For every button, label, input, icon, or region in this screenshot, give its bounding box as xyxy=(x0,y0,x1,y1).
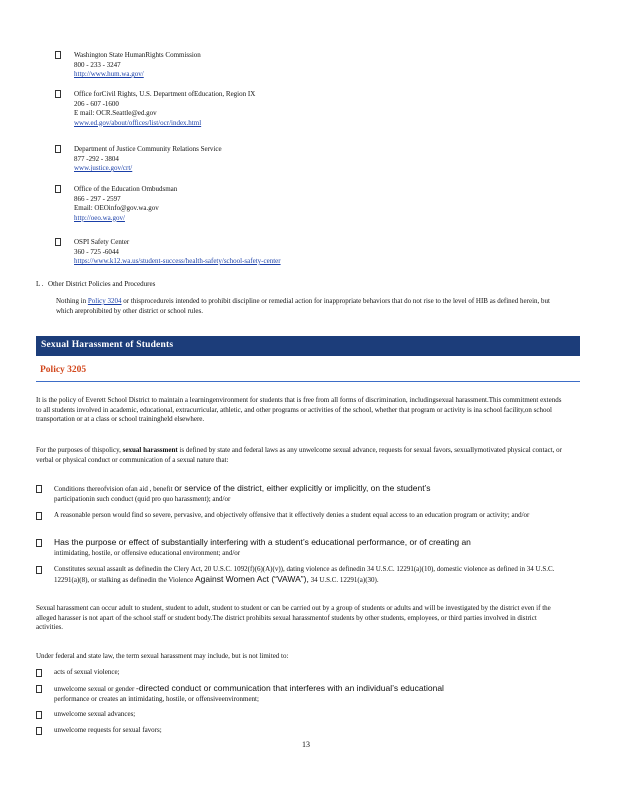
heading-rule xyxy=(36,381,580,382)
agency-link[interactable]: https://www.k12.wa.us/student-success/health-safety/school-safety-center xyxy=(74,257,281,265)
agency-name: Office of the Education Ombudsman xyxy=(74,185,178,193)
bullet-box-icon xyxy=(55,185,61,193)
bullet-box-icon xyxy=(36,512,42,520)
agency-link[interactable]: www.justice.gov/crt/ xyxy=(74,164,133,172)
agency-email: Email: OEOinfo@gov.wa.gov xyxy=(74,204,159,212)
para-text: Nothing in xyxy=(56,297,87,305)
page-number: 13 xyxy=(302,740,310,749)
section-banner xyxy=(36,336,580,356)
agency-phone: 360 - 725 -6044 xyxy=(74,247,119,256)
agency-name: Washington State HumanRights Commission xyxy=(74,51,201,59)
bullet-box-icon xyxy=(55,238,61,246)
bullet-box-icon xyxy=(36,566,42,574)
policy-paragraph: It is the policy of Everett School District to maintain a learningenvironment for students that is free from all forms of discrimination, includingsexual harassment.This commitment extends to all students involved in academic, educational, extracurricular, athletic, and other programs or activities of the school, whether that program or activity is ina school facility,on school transportation or at a class or school trainingheld elsewhere. xyxy=(36,396,562,423)
bullet-box-icon xyxy=(36,539,42,547)
agency-name: Office forCivil Rights, U.S. Department ofEducation, Region IX xyxy=(74,90,256,98)
bullet-box-icon xyxy=(36,711,42,719)
definition-paragraph: For the purposes of thispolicy, sexual harassment is defined by state and federal laws as any unwelcome sexual advance, requests for sexual favors, sexuallymotivated physical contact, or verbal or physical conduct or communication of a sexual nature that: xyxy=(36,446,562,464)
para-text: or thisprocedureis intended to prohibit discipline or remedial action for inappropriate behaviors that do not rise to the level of HIB as defined herein, but which areprohibited by other district or school rules. xyxy=(56,297,550,315)
banner-title: Sexual Harassment of Students xyxy=(41,340,174,350)
section-marker: L . xyxy=(36,280,44,288)
bullet-box-icon xyxy=(36,485,42,493)
agency-phone: 877 -292 - 3804 xyxy=(74,154,119,163)
bullet-box-icon xyxy=(55,51,61,59)
scope-paragraph: Sexual harassment can occur adult to student, student to adult, student to student or can be carried out by a group of students or adults and will be investigated by the district even if the alleged harasser is not apart of the school staff or student body.The district prohibits sexual harassmentof students by other students, employees, or third parties involved in district activities. xyxy=(36,604,551,631)
agency-phone: 800 - 233 - 3247 xyxy=(74,60,121,69)
bullet-box-icon xyxy=(36,685,42,693)
agency-name: Department of Justice Community Relations Service xyxy=(74,145,222,153)
agency-phone: 866 - 297 - 2597 xyxy=(74,194,121,203)
agency-name: OSPI Safety Center xyxy=(74,238,130,246)
section-paragraph xyxy=(56,297,550,316)
bullet-box-icon xyxy=(36,727,42,735)
law-paragraph: Under federal and state law, the term sexual harassment may include, but is not limited to: xyxy=(36,652,289,660)
bullet-box-icon xyxy=(36,669,42,677)
policy-link[interactable]: Policy 3204 xyxy=(87,297,122,305)
policy-heading: Policy 3205 xyxy=(40,365,87,375)
agency-link[interactable]: http://www.hum.wa.gov/ xyxy=(74,70,144,78)
bullet-box-icon xyxy=(55,145,61,153)
agency-link[interactable]: www.ed.gov/about/offices/list/ocr/index.html xyxy=(74,118,202,127)
document-page: Washington State HumanRights Commission 800 - 233 - 3247 http://www.hum.wa.gov/ Office forCivil Rights, U.S. Department ofEducation, Region IX 206 - 607 -1600 E mail: OCR.Seattle@ed.gov www.ed.gov/about/offices/list/ocr/index.html Department of Justice Community Relations Service 877 -292 - 3804 www.justice.gov/crt/ Office of the Education Ombudsman 866 - 297 - 2597 Email: OEOinfo@gov.wa.gov http://oeo.wa.gov/ OSPI Safety Center 360 - 725 -6044 https://www.k12.wa.us/student-success/health-safety/school-safety-center L . Other District Policies and Procedures Nothing in Policy 3204 or thisprocedureis intended to prohibit discipline or remedial action for inappropriate behaviors that do not rise to the level of HIB as defined herein, but which areprohibited by other district or school rules. Sexual Harassment of Students Policy 3205 It is the policy of Everett School District to maintain a learningenvironment for students that is free from all forms of discrimination, includingsexual harassment.This commitment extends to all students involved in academic, educational, extracurricular, athletic, and other programs or activities of the school, whether that program or activity is ina school facility,on school transportation or at a class or school trainingheld elsewhere. For the purposes of thispolicy, sexual harassment is defined by state and federal laws as any unwelcome sexual advance, requests for sexual favors, sexuallymotivated physical contact, or verbal or physical conduct or communication of a sexual nature that: Conditions thereofvision ofan aid , benefit or service of the district, either explicitly or implicitly, on the student’s participationin such conduct (quid pro quo harassment); and/or A reasonable person would find so severe, pervasive, and objectively offensive that it effectively denies a student equal access to an education program or activity; and/or Has the purpose or effect of substantially interfering with a student’s educational performance, or of creating an intimidating, hostile, or offensive educational environment; and/or Constitutes sexual assault as definedin the Clery Act, 20 U.S.C. 1092(f)(6)(A)(v)), dating violence as definedin 34 U.S.C. 12291(a)(10), domestic violence as defined in 34 U.S.C. 12291(a)(8), or stalking as definedin the Violence Against Women Act (“VAWA”), 34 U.S.C. 12291(a)(30). Sexual harassment can occur adult to student, student to adult, student to student or can be carried out by a group of students or adults and will be investigated by the district even if the alleged harasser is not apart of the school staff or student body.The district prohibits sexual harassmentof students by other students, employees, or third parties involved in district activities. Under federal and state law, the term sexual harassment may include, but is not limited to: acts of sexual violence; unwelcome sexual or gender -directed conduct or communication that interferes with an individual’s educational performance or creates an intimidating, hostile, or offensiveenvironment; unwelcome sexual advances; unwelcome requests for sexual favors; 13 xyxy=(0,0,618,800)
agency-phone: 206 - 607 -1600 xyxy=(74,99,119,108)
defined-term: sexual harassment xyxy=(122,446,178,454)
agency-link[interactable]: http://oeo.wa.gov/ xyxy=(74,213,125,222)
bullet-box-icon xyxy=(55,90,61,98)
section-title: Other District Policies and Procedures xyxy=(48,280,156,288)
agency-email: E mail: OCR.Seattle@ed.gov xyxy=(74,109,157,117)
